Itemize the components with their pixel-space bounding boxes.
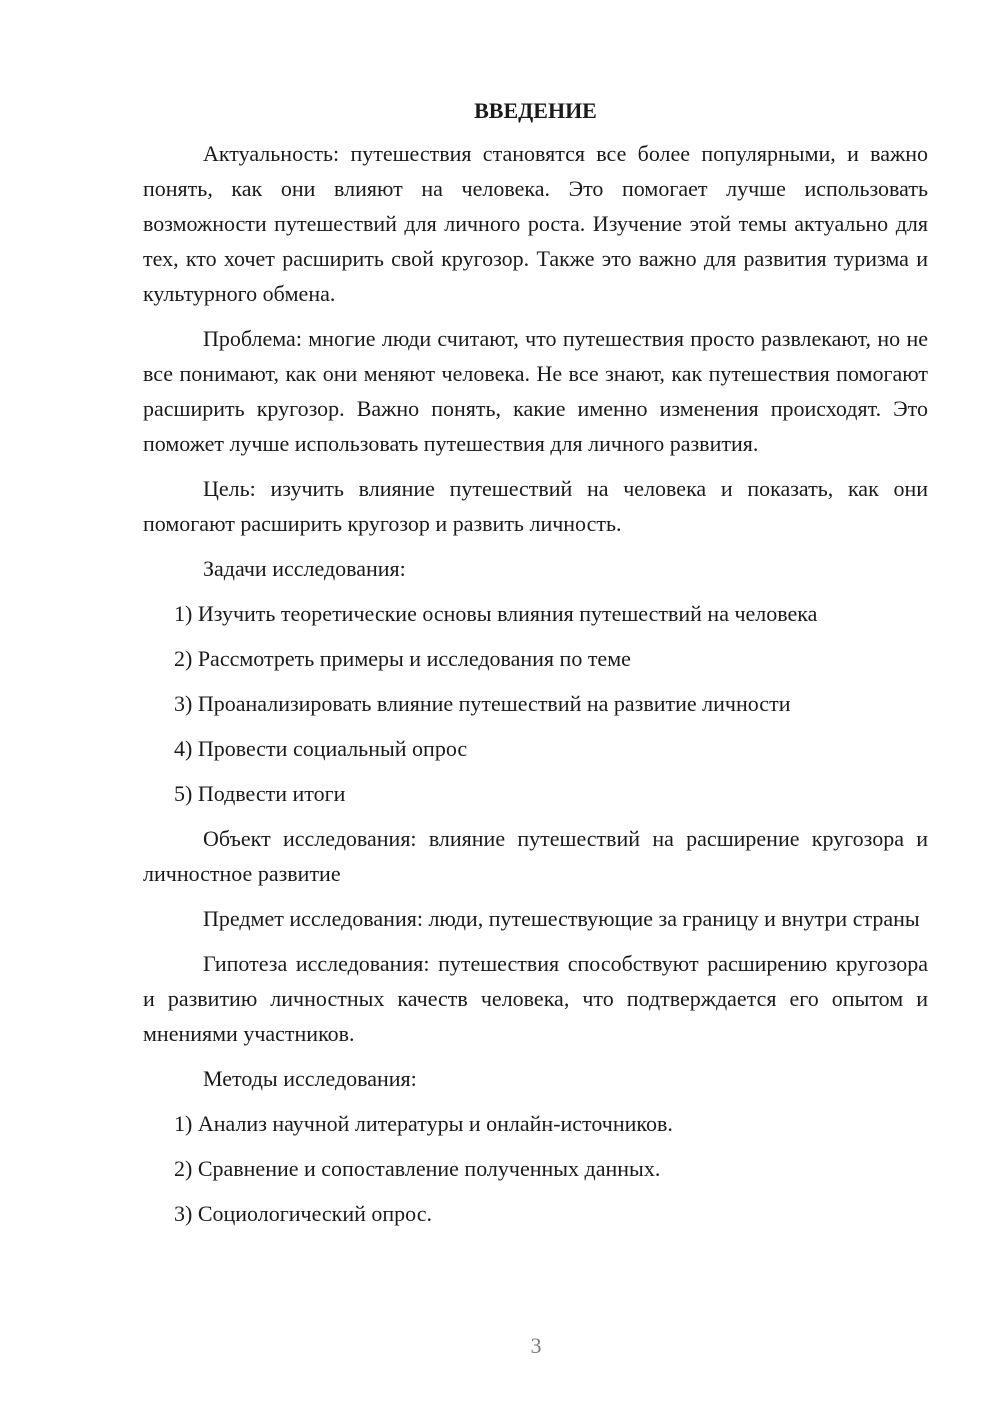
tasks-list: [143, 596, 928, 811]
page-number: 3: [530, 1333, 542, 1358]
methods-list: [143, 1106, 928, 1231]
tasks-heading: Задачи исследования:: [203, 556, 406, 581]
method-item: 3) Социологический опрос.: [174, 1201, 432, 1226]
methods-heading: Методы исследования:: [203, 1066, 417, 1091]
relevance-paragraph: Актуальность: путешествия становятся все более популярными, и важно понять, как они влияют на человека. Это помогает лучше использовать возможности путешествий для личного роста. Изучение этой темы актуально для тех, кто хочет расширить свой кругозор. Также это важно для развития туризма и культурного обмена.: [143, 141, 928, 306]
hypothesis-paragraph: Гипотеза исследования: путешествия способствуют расширению кругозора и развитию личностных качеств человека, что подтверждается его опытом и мнениями участников.: [143, 951, 928, 1046]
task-item: 4) Провести социальный опрос: [174, 736, 468, 761]
task-item: 5) Подвести итоги: [174, 781, 346, 806]
task-item: 3) Проанализировать влияние путешествий на развитие личности: [174, 691, 791, 716]
section-title: ВВЕДЕНИЕ: [474, 98, 597, 123]
problem-paragraph: Проблема: многие люди считают, что путешествия просто развлекают, но не все понимают, как они меняют человека. Не все знают, как путешествия помогают расширить кругозор. Важно понять, какие именно изменения происходят. Это поможет лучше использовать путешествия для личного развития.: [143, 326, 928, 456]
goal-paragraph: Цель: изучить влияние путешествий на человека и показать, как они помогают расширить кругозор и развить личность.: [143, 476, 928, 536]
task-item: 2) Рассмотреть примеры и исследования по теме: [174, 646, 631, 671]
document-page: [143, 95, 928, 1241]
task-item: 1) Изучить теоретические основы влияния путешествий на человека: [174, 601, 818, 626]
subject-paragraph: Предмет исследования: люди, путешествующие за границу и внутри страны: [203, 906, 920, 931]
object-paragraph: Объект исследования: влияние путешествий на расширение кругозора и личностное развитие: [143, 826, 928, 886]
method-item: 1) Анализ научной литературы и онлайн-источников.: [174, 1111, 673, 1136]
method-item: 2) Сравнение и сопоставление полученных данных.: [174, 1156, 661, 1181]
